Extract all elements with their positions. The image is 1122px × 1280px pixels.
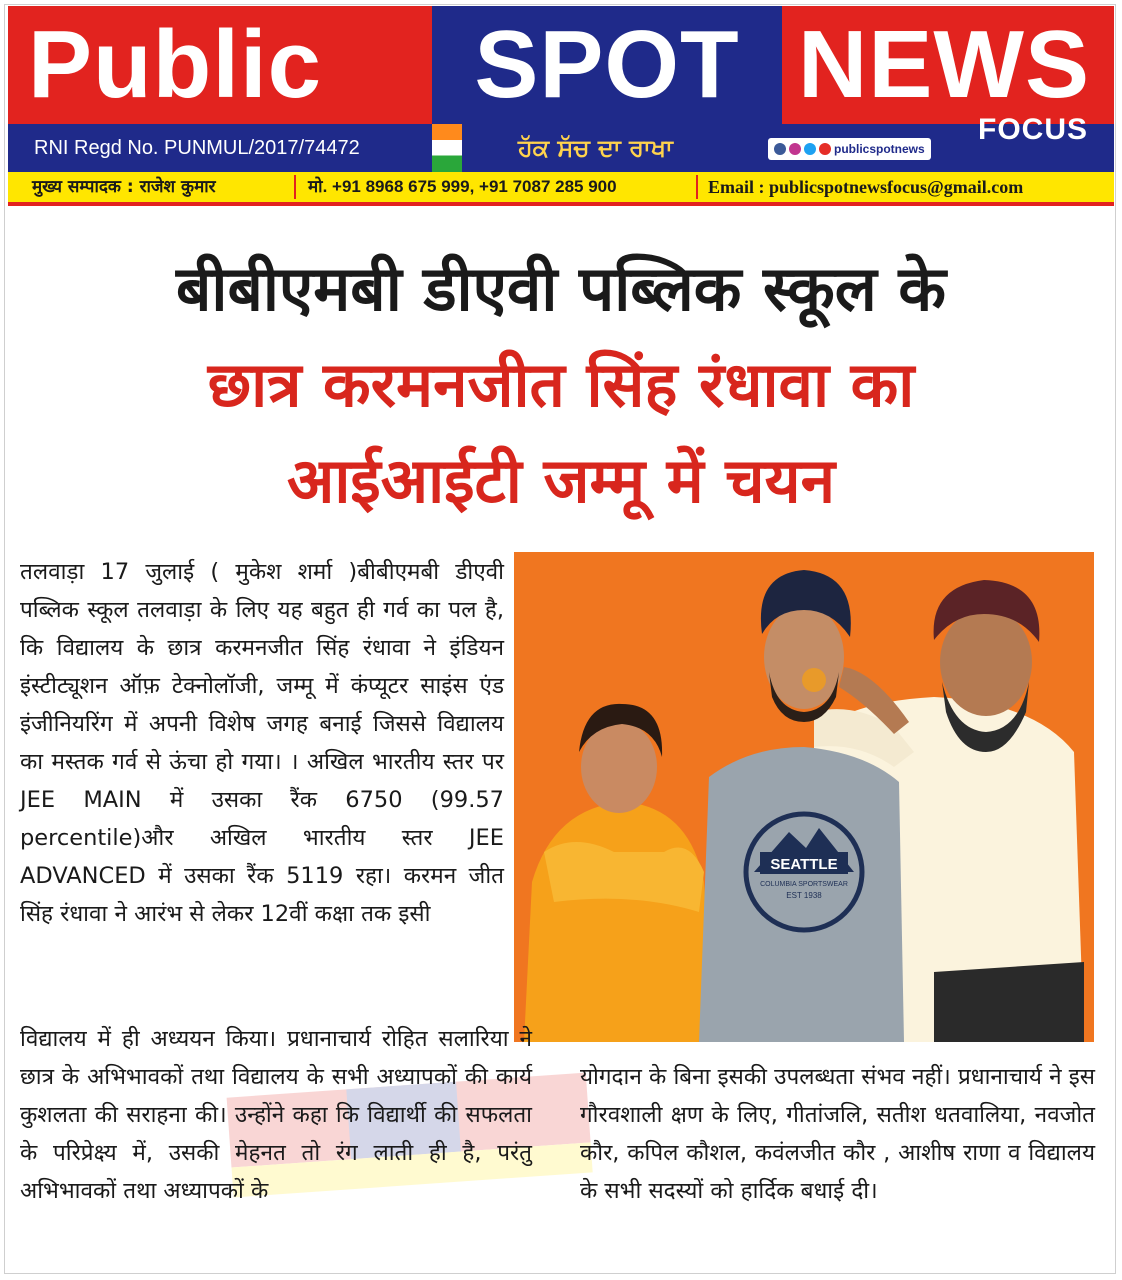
divider bbox=[294, 175, 296, 199]
facebook-icon bbox=[774, 143, 786, 155]
masthead bbox=[8, 6, 1114, 206]
article-paragraph-2: विद्यालय में ही अध्ययन किया। प्रधानाचार्य रोहित सलारिया ने छात्र के अभिभावकों तथा विद्यालय के सभी अध्यापकों की कार्य कुशलता की सराहना की। उन्होंने कहा कि विद्यार्थी की सफलता के परिप्रेक्ष्य में, उसकी मेहनत तो रंग लाती ही है, परंतु अभिभावकों तथा अध्यापकों के bbox=[20, 1026, 532, 1204]
tricolor-flag-icon bbox=[432, 124, 462, 172]
slogan: ਹੱਕ ਸੱਚ ਦਾ ਰਾਖਾ bbox=[518, 134, 673, 162]
youtube-icon bbox=[819, 143, 831, 155]
email-address: Email : publicspotnewsfocus@gmail.com bbox=[708, 177, 1024, 197]
tshirt-subtext: COLUMBIA SPORTSWEAR bbox=[760, 881, 848, 888]
instagram-icon bbox=[789, 143, 801, 155]
rni-number: RNI Regd No. PUNMUL/2017/74472 bbox=[34, 137, 360, 159]
headline-line-3: आईआईटी जम्मू में चयन bbox=[286, 444, 836, 517]
article-photo bbox=[514, 552, 1094, 1042]
article-paragraph-1: तलवाड़ा 17 जुलाई ( मुकेश शर्मा )बीबीएमबी डीएवी पब्लिक स्कूल तलवाड़ा के लिए यह बहुत ही गर्व का पल है, कि विद्यालय के छात्र करमनजीत सिंह रंधावा ने इंडियन इंस्टीट्यूशन ऑफ़ टेक्नोलॉजी, जम्मू में कंप्यूटर साइंस एंड इंजीनियरिंग में अपनी विशेष जगह बनाई जिससे विद्यालय का मस्तक गर्व से ऊंचा हो गया। । अखिल भारतीय स्तर पर JEE MAIN में उसका रैंक 6750 (99.57 percentile)और अखिल भारतीय स्तर JEE ADVANCED में उसका रैंक 5119 रहा। करमन जीत सिंह रंधावा ने आरंभ से लेकर 12वीं कक्षा तक इसी bbox=[20, 559, 504, 927]
tshirt-year: EST 1938 bbox=[786, 891, 822, 900]
title-news: NEWS bbox=[798, 11, 1090, 118]
title-public: Public bbox=[28, 11, 323, 118]
masthead-contact-bar bbox=[8, 172, 1114, 206]
headline-line-1: बीबीएमबी डीएवी पब्लिक स्कूल के bbox=[176, 252, 946, 325]
headline-line-2: छात्र करमनजीत सिंह रंधावा का bbox=[207, 348, 915, 421]
title-spot: SPOT bbox=[432, 6, 782, 124]
masthead-title-bar bbox=[8, 6, 1114, 124]
divider bbox=[696, 175, 698, 199]
chief-editor: मुख्य सम्पादक : राजेश कुमार bbox=[32, 177, 216, 197]
twitter-icon bbox=[804, 143, 816, 155]
phone-numbers: मो. +91 8968 675 999, +91 7087 285 900 bbox=[308, 177, 617, 196]
article-paragraph-3: योगदान के बिना इसकी उपलब्धता संभव नहीं। प्रधानाचार्य ने इस गौरवशाली क्षण के लिए, गीतांजलि, सतीश धतवालिया, नवजोत कौर, कपिल कौशल, कवंलजीत कौर , आशीष राणा व विद्यालय के सभी सदस्यों को हार्दिक बधाई दी। bbox=[580, 1064, 1095, 1204]
title-focus: FOCUS bbox=[978, 113, 1088, 146]
social-handle-text: publicspotnews bbox=[834, 142, 925, 156]
photo-illustration bbox=[514, 552, 1094, 1042]
tshirt-text: SEATTLE bbox=[770, 856, 838, 873]
masthead-info-bar bbox=[8, 113, 1114, 172]
social-handles bbox=[768, 138, 931, 160]
